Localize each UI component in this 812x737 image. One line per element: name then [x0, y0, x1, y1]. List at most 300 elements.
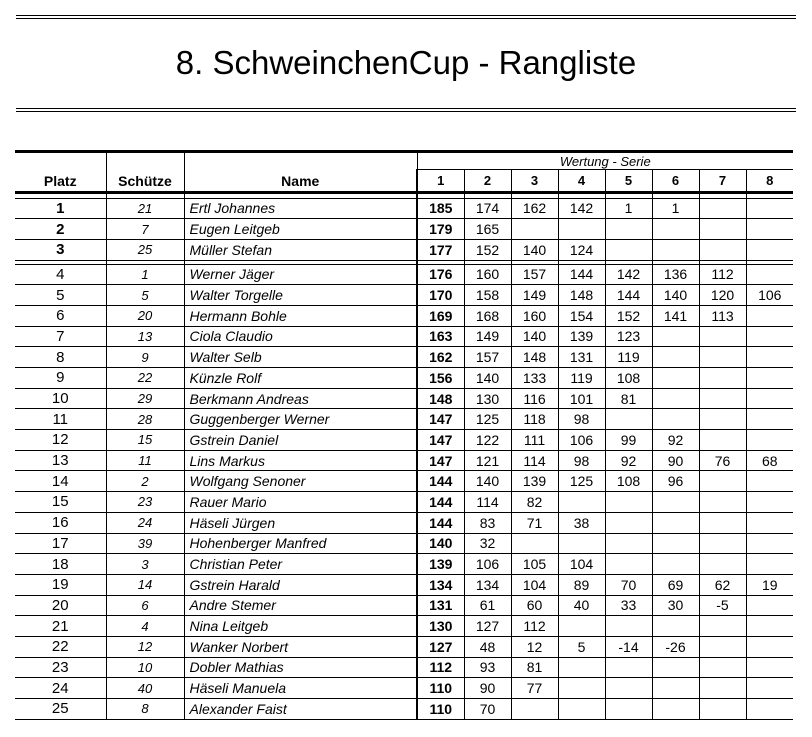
serie-7-cell	[699, 616, 746, 637]
serie-3-cell: 140	[511, 239, 558, 260]
serie-1-cell: 139	[417, 554, 464, 575]
name-cell: Eugen Leitgeb	[184, 219, 417, 240]
serie-8-cell	[746, 326, 793, 347]
schuetze-cell: 13	[106, 326, 184, 347]
table-row	[15, 368, 793, 389]
serie-8-cell	[746, 368, 793, 389]
serie-8-cell	[746, 595, 793, 616]
platz-cell: 3	[15, 239, 106, 260]
schuetze-cell: 22	[106, 368, 184, 389]
serie-8-cell	[746, 554, 793, 575]
serie-6-cell: 141	[652, 305, 699, 326]
serie-1-cell: 162	[417, 347, 464, 368]
serie-5-cell: 152	[605, 305, 652, 326]
table-row	[15, 430, 793, 451]
serie-3-cell: 114	[511, 450, 558, 471]
name-cell: Gstrein Harald	[184, 574, 417, 595]
serie-3-cell	[511, 219, 558, 240]
column-header-serie-6: 6	[652, 170, 699, 193]
serie-2-cell: 121	[464, 450, 511, 471]
serie-3-cell: 118	[511, 409, 558, 430]
serie-5-cell	[605, 533, 652, 554]
schuetze-cell: 9	[106, 347, 184, 368]
serie-3-cell: 139	[511, 471, 558, 492]
platz-cell: 10	[15, 388, 106, 409]
platz-cell: 12	[15, 430, 106, 451]
serie-1-cell: 163	[417, 326, 464, 347]
table-row	[15, 554, 793, 575]
serie-2-cell: 122	[464, 430, 511, 451]
column-header-serie-3: 3	[511, 170, 558, 193]
serie-6-cell	[652, 409, 699, 430]
serie-7-cell	[699, 678, 746, 699]
serie-8-cell	[746, 305, 793, 326]
serie-5-cell	[605, 616, 652, 637]
schuetze-cell: 5	[106, 285, 184, 306]
serie-8-cell	[746, 219, 793, 240]
serie-3-cell: 111	[511, 430, 558, 451]
platz-cell: 1	[15, 198, 106, 219]
serie-3-cell: 133	[511, 368, 558, 389]
serie-6-cell: 1	[652, 198, 699, 219]
serie-7-cell	[699, 699, 746, 720]
table-row	[15, 388, 793, 409]
serie-3-cell: 149	[511, 285, 558, 306]
serie-2-cell: 140	[464, 471, 511, 492]
table-row	[15, 450, 793, 471]
serie-8-cell	[746, 430, 793, 451]
name-cell: Walter Selb	[184, 347, 417, 368]
serie-6-cell: 136	[652, 264, 699, 285]
serie-8-cell	[746, 657, 793, 678]
serie-8-cell	[746, 264, 793, 285]
column-header-serie-4: 4	[558, 170, 605, 193]
serie-6-cell: 92	[652, 430, 699, 451]
serie-8-cell	[746, 636, 793, 657]
column-header-serie-7: 7	[699, 170, 746, 193]
name-cell: Häseli Jürgen	[184, 512, 417, 533]
table-row	[15, 492, 793, 513]
serie-5-cell: 144	[605, 285, 652, 306]
schuetze-cell: 23	[106, 492, 184, 513]
name-cell: Alexander Faist	[184, 699, 417, 720]
serie-5-cell: 70	[605, 574, 652, 595]
serie-4-cell: 124	[558, 239, 605, 260]
serie-3-cell: 104	[511, 574, 558, 595]
serie-2-cell: 134	[464, 574, 511, 595]
name-cell: Walter Torgelle	[184, 285, 417, 306]
serie-3-cell: 12	[511, 636, 558, 657]
schuetze-cell: 24	[106, 512, 184, 533]
serie-2-cell: 168	[464, 305, 511, 326]
serie-4-cell: 148	[558, 285, 605, 306]
name-cell: Berkmann Andreas	[184, 388, 417, 409]
serie-1-cell: 144	[417, 471, 464, 492]
serie-4-cell: 98	[558, 409, 605, 430]
serie-4-cell	[558, 699, 605, 720]
serie-7-cell	[699, 239, 746, 260]
serie-1-cell: 144	[417, 492, 464, 513]
serie-8-cell	[746, 512, 793, 533]
serie-5-cell: 81	[605, 388, 652, 409]
table-row	[15, 305, 793, 326]
serie-4-cell: 119	[558, 368, 605, 389]
ranking-table-container	[15, 150, 793, 720]
name-cell: Christian Peter	[184, 554, 417, 575]
serie-2-cell: 125	[464, 409, 511, 430]
serie-7-cell	[699, 533, 746, 554]
serie-4-cell	[558, 678, 605, 699]
serie-1-cell: 170	[417, 285, 464, 306]
serie-2-cell: 83	[464, 512, 511, 533]
wertung-serie-header: Wertung - Serie	[417, 152, 793, 170]
serie-6-cell	[652, 657, 699, 678]
serie-4-cell: 139	[558, 326, 605, 347]
serie-5-cell	[605, 657, 652, 678]
serie-1-cell: 110	[417, 678, 464, 699]
table-row	[15, 699, 793, 720]
serie-5-cell: 92	[605, 450, 652, 471]
name-cell: Dobler Mathias	[184, 657, 417, 678]
serie-4-cell	[558, 219, 605, 240]
schuetze-cell: 21	[106, 198, 184, 219]
serie-8-cell: 19	[746, 574, 793, 595]
serie-2-cell: 152	[464, 239, 511, 260]
serie-1-cell: 147	[417, 450, 464, 471]
platz-cell: 4	[15, 264, 106, 285]
serie-1-cell: 148	[417, 388, 464, 409]
serie-8-cell	[746, 699, 793, 720]
serie-1-cell: 147	[417, 430, 464, 451]
serie-1-cell: 147	[417, 409, 464, 430]
serie-1-cell: 112	[417, 657, 464, 678]
serie-2-cell: 130	[464, 388, 511, 409]
column-header-serie-1: 1	[417, 170, 464, 193]
schuetze-cell: 7	[106, 219, 184, 240]
serie-8-cell	[746, 533, 793, 554]
platz-cell: 24	[15, 678, 106, 699]
serie-4-cell: 101	[558, 388, 605, 409]
table-row	[15, 239, 793, 260]
table-row	[15, 636, 793, 657]
platz-cell: 5	[15, 285, 106, 306]
serie-3-cell: 71	[511, 512, 558, 533]
serie-8-cell	[746, 239, 793, 260]
serie-5-cell	[605, 219, 652, 240]
name-cell: Guggenberger Werner	[184, 409, 417, 430]
platz-cell: 16	[15, 512, 106, 533]
serie-2-cell: 70	[464, 699, 511, 720]
serie-4-cell: 98	[558, 450, 605, 471]
serie-1-cell: 177	[417, 239, 464, 260]
serie-3-cell: 82	[511, 492, 558, 513]
serie-4-cell: 89	[558, 574, 605, 595]
serie-7-cell: 120	[699, 285, 746, 306]
serie-2-cell: 140	[464, 368, 511, 389]
serie-1-cell: 131	[417, 595, 464, 616]
serie-3-cell: 148	[511, 347, 558, 368]
serie-1-cell: 156	[417, 368, 464, 389]
schuetze-cell: 12	[106, 636, 184, 657]
ranking-table	[15, 150, 793, 720]
column-header-name: Name	[184, 170, 417, 193]
table-row	[15, 533, 793, 554]
table-row	[15, 616, 793, 637]
serie-4-cell: 125	[558, 471, 605, 492]
serie-4-cell: 144	[558, 264, 605, 285]
serie-5-cell	[605, 699, 652, 720]
serie-4-cell: 5	[558, 636, 605, 657]
serie-6-cell	[652, 239, 699, 260]
serie-5-cell: 108	[605, 368, 652, 389]
serie-6-cell: 96	[652, 471, 699, 492]
serie-7-cell	[699, 326, 746, 347]
serie-4-cell: 131	[558, 347, 605, 368]
serie-3-cell	[511, 533, 558, 554]
name-cell: Nina Leitgeb	[184, 616, 417, 637]
schuetze-cell: 14	[106, 574, 184, 595]
serie-4-cell: 104	[558, 554, 605, 575]
serie-7-cell	[699, 492, 746, 513]
serie-2-cell: 149	[464, 326, 511, 347]
serie-3-cell: 162	[511, 198, 558, 219]
serie-5-cell	[605, 554, 652, 575]
name-cell: Lins Markus	[184, 450, 417, 471]
serie-8-cell	[746, 388, 793, 409]
schuetze-cell: 11	[106, 450, 184, 471]
serie-1-cell: 130	[417, 616, 464, 637]
serie-7-cell: -5	[699, 595, 746, 616]
serie-5-cell: 108	[605, 471, 652, 492]
schuetze-cell: 29	[106, 388, 184, 409]
table-row	[15, 347, 793, 368]
serie-1-cell: 176	[417, 264, 464, 285]
table-row	[15, 326, 793, 347]
serie-3-cell: 160	[511, 305, 558, 326]
serie-2-cell: 93	[464, 657, 511, 678]
serie-5-cell	[605, 492, 652, 513]
column-header-serie-5: 5	[605, 170, 652, 193]
schuetze-cell: 2	[106, 471, 184, 492]
schuetze-cell: 1	[106, 264, 184, 285]
serie-7-cell	[699, 636, 746, 657]
serie-4-cell: 38	[558, 512, 605, 533]
serie-1-cell: 134	[417, 574, 464, 595]
platz-cell: 6	[15, 305, 106, 326]
name-cell: Müller Stefan	[184, 239, 417, 260]
table-row	[15, 595, 793, 616]
serie-5-cell: 33	[605, 595, 652, 616]
serie-4-cell: 154	[558, 305, 605, 326]
page-title: 8. SchweinchenCup - Rangliste	[175, 44, 637, 81]
platz-cell: 19	[15, 574, 106, 595]
schuetze-cell: 3	[106, 554, 184, 575]
serie-1-cell: 140	[417, 533, 464, 554]
serie-6-cell	[652, 554, 699, 575]
bottom-rule	[16, 108, 796, 112]
serie-8-cell	[746, 409, 793, 430]
serie-8-cell: 106	[746, 285, 793, 306]
platz-cell: 21	[15, 616, 106, 637]
serie-3-cell: 116	[511, 388, 558, 409]
serie-7-cell	[699, 198, 746, 219]
table-row	[15, 285, 793, 306]
serie-3-cell: 140	[511, 326, 558, 347]
schuetze-cell: 40	[106, 678, 184, 699]
serie-7-cell	[699, 388, 746, 409]
table-row	[15, 219, 793, 240]
serie-1-cell: 144	[417, 512, 464, 533]
serie-2-cell: 114	[464, 492, 511, 513]
platz-cell: 13	[15, 450, 106, 471]
serie-6-cell: -26	[652, 636, 699, 657]
serie-2-cell: 158	[464, 285, 511, 306]
serie-2-cell: 32	[464, 533, 511, 554]
serie-2-cell: 174	[464, 198, 511, 219]
serie-8-cell	[746, 347, 793, 368]
column-header-serie-8: 8	[746, 170, 793, 193]
serie-1-cell: 169	[417, 305, 464, 326]
serie-7-cell	[699, 471, 746, 492]
serie-7-cell: 113	[699, 305, 746, 326]
platz-cell: 17	[15, 533, 106, 554]
column-header-serie-2: 2	[464, 170, 511, 193]
serie-7-cell	[699, 512, 746, 533]
serie-2-cell: 127	[464, 616, 511, 637]
name-cell: Andre Stemer	[184, 595, 417, 616]
serie-5-cell: 123	[605, 326, 652, 347]
name-cell: Ciola Claudio	[184, 326, 417, 347]
table-row	[15, 264, 793, 285]
serie-2-cell: 90	[464, 678, 511, 699]
column-header-schuetze: Schütze	[106, 170, 184, 193]
serie-1-cell: 110	[417, 699, 464, 720]
serie-1-cell: 127	[417, 636, 464, 657]
schuetze-cell: 4	[106, 616, 184, 637]
serie-4-cell: 142	[558, 198, 605, 219]
serie-2-cell: 106	[464, 554, 511, 575]
platz-cell: 25	[15, 699, 106, 720]
serie-8-cell	[746, 198, 793, 219]
platz-cell: 20	[15, 595, 106, 616]
serie-3-cell: 105	[511, 554, 558, 575]
serie-3-cell: 77	[511, 678, 558, 699]
serie-3-cell: 81	[511, 657, 558, 678]
serie-2-cell: 157	[464, 347, 511, 368]
serie-3-cell: 157	[511, 264, 558, 285]
serie-7-cell	[699, 368, 746, 389]
serie-6-cell	[652, 616, 699, 637]
serie-8-cell: 68	[746, 450, 793, 471]
serie-6-cell	[652, 326, 699, 347]
serie-7-cell: 62	[699, 574, 746, 595]
serie-6-cell	[652, 347, 699, 368]
table-row	[15, 678, 793, 699]
serie-2-cell: 165	[464, 219, 511, 240]
schuetze-cell: 20	[106, 305, 184, 326]
serie-3-cell: 60	[511, 595, 558, 616]
serie-4-cell	[558, 492, 605, 513]
serie-5-cell: 1	[605, 198, 652, 219]
platz-cell: 14	[15, 471, 106, 492]
name-cell: Werner Jäger	[184, 264, 417, 285]
serie-7-cell	[699, 554, 746, 575]
serie-7-cell	[699, 430, 746, 451]
serie-4-cell	[558, 616, 605, 637]
name-cell: Wolfgang Senoner	[184, 471, 417, 492]
top-rule	[16, 15, 796, 19]
serie-2-cell: 160	[464, 264, 511, 285]
serie-1-cell: 185	[417, 198, 464, 219]
schuetze-cell: 28	[106, 409, 184, 430]
serie-6-cell	[652, 219, 699, 240]
name-cell: Ertl Johannes	[184, 198, 417, 219]
serie-5-cell: -14	[605, 636, 652, 657]
name-cell: Gstrein Daniel	[184, 430, 417, 451]
table-row	[15, 198, 793, 219]
serie-7-cell	[699, 347, 746, 368]
platz-cell: 11	[15, 409, 106, 430]
table-row	[15, 471, 793, 492]
serie-4-cell: 106	[558, 430, 605, 451]
serie-6-cell	[652, 492, 699, 513]
serie-6-cell	[652, 699, 699, 720]
serie-5-cell	[605, 678, 652, 699]
serie-2-cell: 61	[464, 595, 511, 616]
name-cell: Rauer Mario	[184, 492, 417, 513]
serie-5-cell	[605, 239, 652, 260]
table-row	[15, 657, 793, 678]
serie-4-cell	[558, 533, 605, 554]
schuetze-cell: 8	[106, 699, 184, 720]
table-row	[15, 574, 793, 595]
name-cell: Hohenberger Manfred	[184, 533, 417, 554]
serie-8-cell	[746, 492, 793, 513]
serie-6-cell: 90	[652, 450, 699, 471]
serie-8-cell	[746, 471, 793, 492]
serie-6-cell: 140	[652, 285, 699, 306]
serie-6-cell	[652, 388, 699, 409]
serie-3-cell: 112	[511, 616, 558, 637]
serie-6-cell	[652, 678, 699, 699]
serie-7-cell	[699, 219, 746, 240]
schuetze-cell: 39	[106, 533, 184, 554]
schuetze-cell: 25	[106, 239, 184, 260]
serie-8-cell	[746, 678, 793, 699]
serie-7-cell	[699, 657, 746, 678]
serie-6-cell: 30	[652, 595, 699, 616]
serie-7-cell: 76	[699, 450, 746, 471]
serie-2-cell: 48	[464, 636, 511, 657]
serie-5-cell: 142	[605, 264, 652, 285]
platz-cell: 22	[15, 636, 106, 657]
serie-5-cell: 119	[605, 347, 652, 368]
serie-1-cell: 179	[417, 219, 464, 240]
platz-cell: 9	[15, 368, 106, 389]
serie-6-cell	[652, 512, 699, 533]
serie-6-cell	[652, 533, 699, 554]
platz-cell: 15	[15, 492, 106, 513]
serie-8-cell	[746, 616, 793, 637]
name-cell: Künzle Rolf	[184, 368, 417, 389]
schuetze-cell: 6	[106, 595, 184, 616]
platz-cell: 7	[15, 326, 106, 347]
platz-cell: 8	[15, 347, 106, 368]
serie-6-cell	[652, 368, 699, 389]
serie-6-cell: 69	[652, 574, 699, 595]
platz-cell: 23	[15, 657, 106, 678]
serie-4-cell	[558, 657, 605, 678]
